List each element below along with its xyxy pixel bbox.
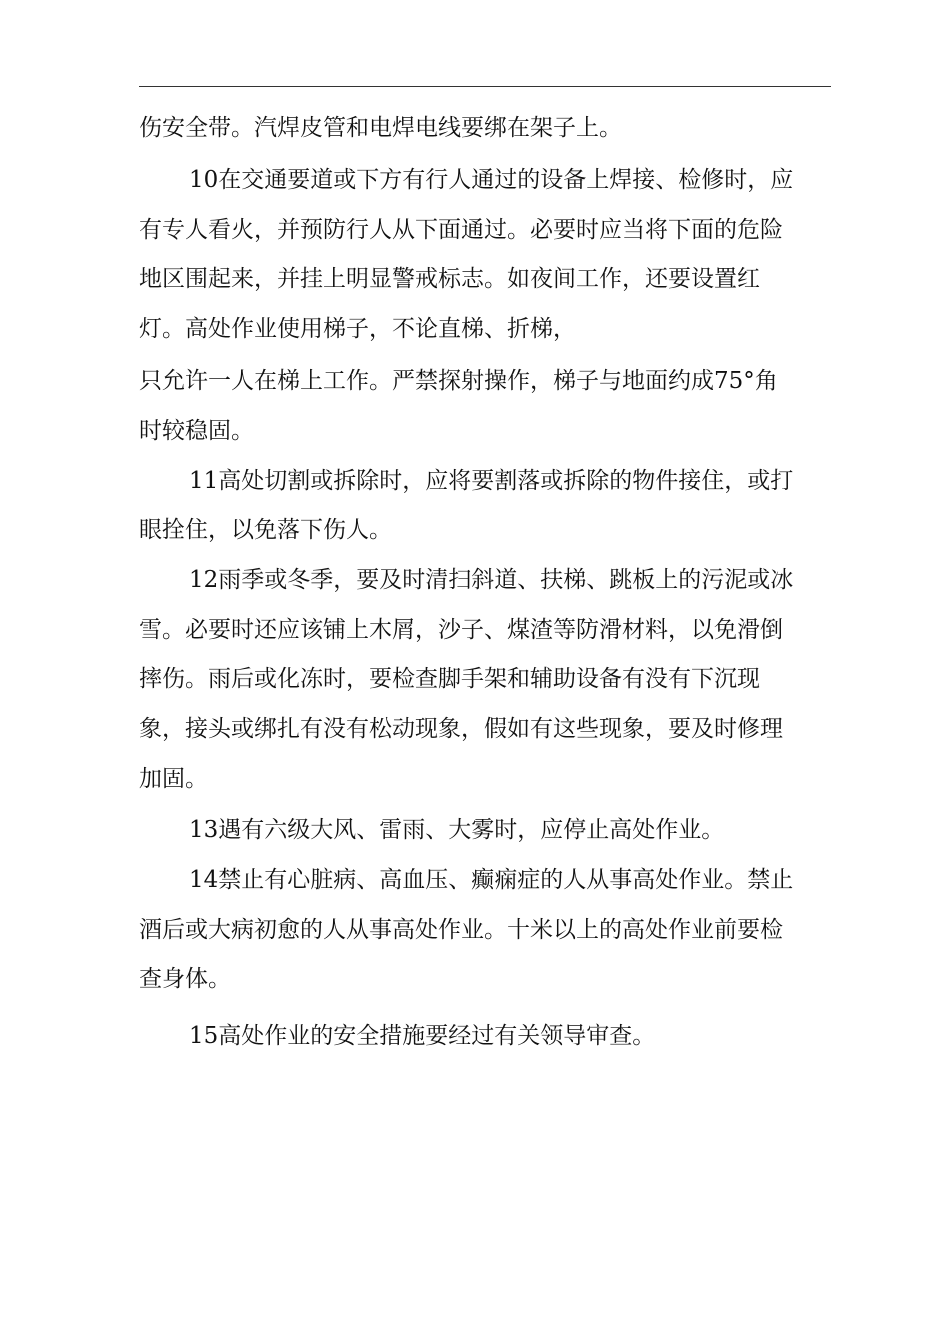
header-rule [139, 86, 831, 87]
text-line: 灯。高处作业使用梯子，不论直梯、折梯， [139, 316, 576, 342]
text-line: 有专人看火，并预防行人从下面通过。必要时应当将下面的危险 [139, 217, 783, 243]
text-line: 时较稳固。 [139, 418, 254, 444]
text-line: 酒后或大病初愈的人从事高处作业。十米以上的高处作业前要检 [139, 917, 783, 943]
text-line: 地区围起来，并挂上明显警戒标志。如夜间工作，还要设置红 [139, 266, 760, 292]
paragraph-15-line: 15高处作业的安全措施要经过有关领导审查。 [189, 1023, 656, 1049]
text-line: 查身体。 [139, 966, 231, 992]
paragraph-11-line: 11高处切割或拆除时，应将要割落或拆除的物件接住，或打 [189, 468, 794, 494]
paragraph-13-line: 13遇有六级大风、雷雨、大雾时，应停止高处作业。 [189, 817, 725, 843]
text-line: 雪。必要时还应该铺上木屑，沙子、煤渣等防滑材料，以免滑倒 [139, 617, 783, 643]
paragraph-10-line: 10在交通要道或下方有行人通过的设备上焊接、检修时，应 [189, 167, 794, 193]
text-line: 只允许一人在梯上工作。严禁探射操作，梯子与地面约成75°角 [139, 368, 778, 394]
paragraph-14-line: 14禁止有心脏病、高血压、癫痫症的人从事高处作业。禁止 [189, 867, 794, 893]
text-line: 象，接头或绑扎有没有松动现象，假如有这些现象，要及时修理 [139, 716, 783, 742]
paragraph-12-line: 12雨季或冬季，要及时清扫斜道、扶梯、跳板上的污泥或冰 [189, 567, 794, 593]
text-line: 摔伤。雨后或化冻时，要检查脚手架和辅助设备有没有下沉现 [139, 666, 760, 692]
text-line: 眼拴住，以免落下伤人。 [139, 517, 392, 543]
text-line: 伤安全带。汽焊皮管和电焊电线要绑在架子上。 [139, 115, 622, 141]
text-line: 加固。 [139, 766, 208, 792]
